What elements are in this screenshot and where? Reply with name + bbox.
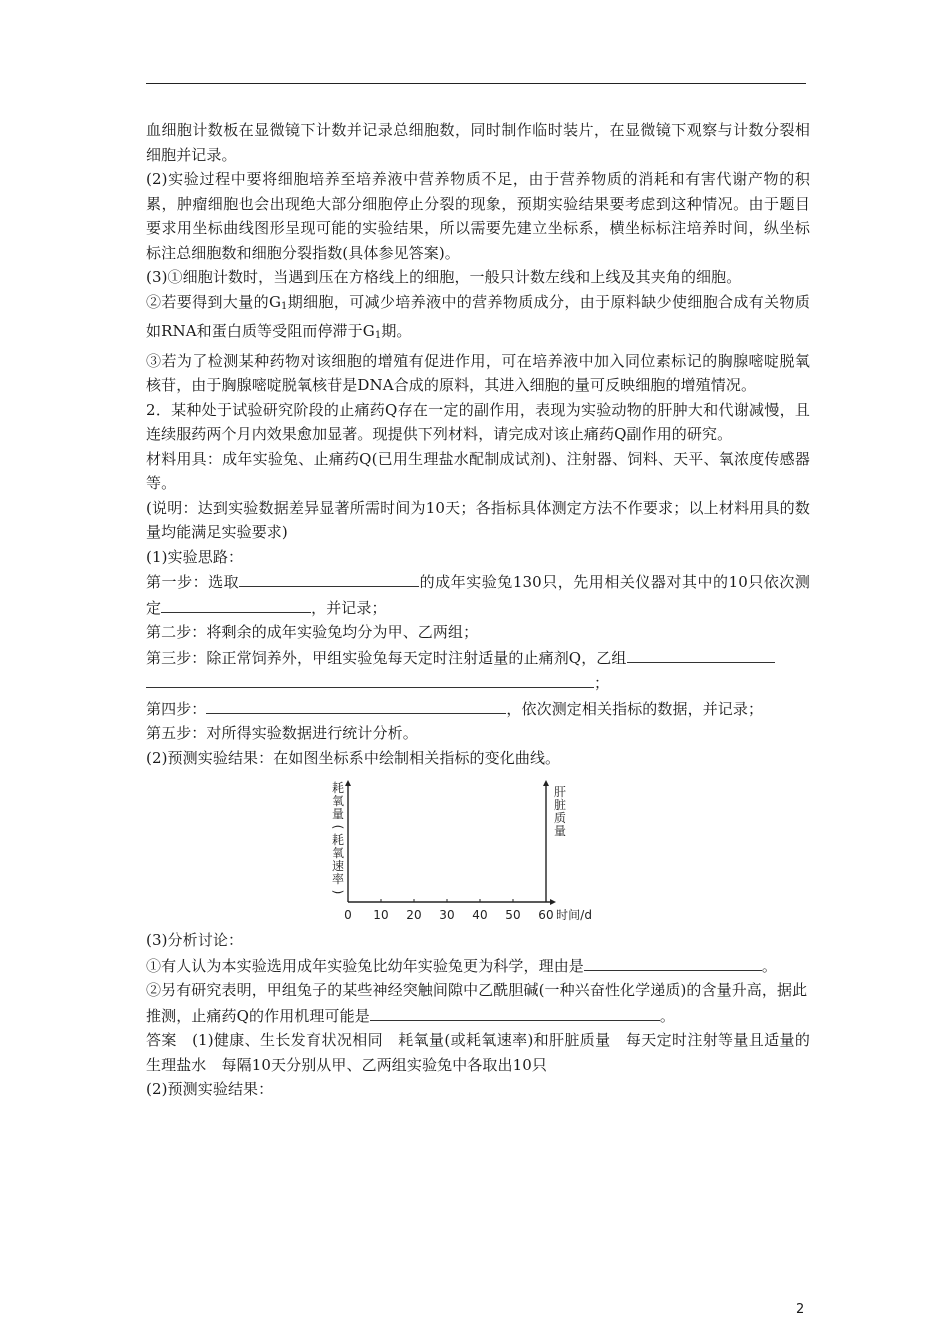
x-tick-label: 0: [344, 908, 352, 922]
y-axis-right-label-char: 肝: [553, 785, 567, 799]
step-3: [146, 645, 810, 696]
y-axis-left-label-char: 氧: [331, 794, 345, 808]
answer-blank[interactable]: [627, 645, 775, 663]
document-body: [146, 118, 810, 1102]
answer: 答案 (1)健康、生长发育状况相同 耗氧量(或耗氧速率)和肝脏质量 每天定时注射等量且适量的生理盐水 每隔10天分别从甲、乙两组实验兔中各取出10只: [146, 1031, 810, 1074]
text: 第一步：选取: [146, 573, 240, 591]
x-tick-label: 20: [406, 908, 422, 922]
x-axis-label: 时间/d: [556, 908, 593, 922]
y-axis-left-label-char: 量: [331, 807, 345, 821]
paragraph: (2)实验过程中要将细胞培养至培养液中营养物质不足，由于营养物质的消耗和有害代谢产物的积累，肿瘤细胞也会出现绝大部分细胞停止分裂的现象，预期实验结果要考虑到这种情况。由于题目要求用坐标曲线图形呈现可能的实验结果，所以需要先建立坐标系，横坐标标注培养时间，纵坐标标注总细胞数和细胞分裂指数(具体参见答案)。: [146, 170, 810, 262]
text: 期。: [381, 322, 412, 340]
y-axis-right-arrow: [543, 780, 549, 786]
header-rule: [146, 83, 806, 84]
page-number: 2: [796, 1302, 805, 1317]
subscript: 1: [281, 300, 288, 312]
y-axis-left-label-char: 耗: [331, 833, 345, 847]
y-axis-left-arrow: [345, 780, 351, 786]
text: ②另有研究表明，甲组兔子的某些神经突触间隙中乙酰胆碱(一种兴奋性化学递质)的含量升高，据此推测，止痛药Q的作用机理可能是: [146, 981, 808, 1025]
subscript: 1: [374, 330, 382, 341]
x-tick-label: 40: [472, 908, 488, 922]
paragraph: (3)①细胞计数时，当遇到压在方格线上的细胞，一般只计数左线和上线及其夹角的细胞。: [146, 268, 742, 286]
answer-blank[interactable]: [239, 569, 419, 587]
note: (说明：达到实验数据差异显著所需时间为10天；各指标具体测定方法不作要求；以上材料用具的数量均能满足实验要求): [146, 498, 810, 541]
chart-svg: [330, 774, 620, 924]
text: 第四步：: [146, 699, 207, 718]
x-tick-label: 50: [505, 908, 521, 922]
answer-blank[interactable]: [161, 595, 311, 613]
text: ①有人认为本实验选用成年实验兔比幼年实验兔更为科学，理由是: [146, 956, 584, 975]
answer-blank[interactable]: [584, 953, 762, 971]
text: ②若要得到大量的G: [146, 292, 282, 311]
text: ；: [594, 674, 610, 692]
subheading: (3)分析讨论：: [146, 931, 244, 949]
discussion-1: [146, 953, 810, 979]
subheading: (1)实验思路：: [146, 547, 244, 566]
text: 期细胞，可减少培养液中的营养物质成分，由于原料缺少使细胞合成有关物质如RNA和蛋白质等受阻而停滞于G: [146, 292, 810, 340]
step-2: 第二步：将剩余的成年实验兔均分为甲、乙两组；: [146, 623, 479, 641]
y-axis-left-label-char: (: [331, 824, 345, 830]
y-axis-right-label-char: 质: [553, 811, 567, 825]
step-4: [146, 696, 810, 722]
x-tick-label: 30: [439, 908, 455, 922]
text: 。: [761, 956, 778, 975]
text: ，并记录；: [311, 598, 387, 617]
answer-blank[interactable]: [146, 670, 594, 688]
text: 。: [659, 1006, 675, 1025]
question-2-stem: 2．某种处于试验研究阶段的止痛药Q存在一定的副作用，表现为实验动物的肝肿大和代谢减慢，且连续服药两个月内效果愈加显著。现提供下列材料，请完成对该止痛药Q副作用的研究。: [146, 400, 810, 443]
x-tick-label: 10: [373, 908, 389, 922]
paragraph: ③若为了检测某种药物对该细胞的增殖有促进作用，可在培养液中加入同位素标记的胸腺嘧啶脱氧核苷，由于胸腺嘧啶脱氧核苷是DNA合成的原料，其进入细胞的量可反映细胞的增殖情况。: [146, 351, 810, 394]
materials: 材料用具：成年实验兔、止痛药Q(已用生理盐水配制成试剂)、注射器、饲料、天平、氧浓度传感器等。: [146, 449, 810, 492]
step-5: 第五步：对所得实验数据进行统计分析。: [146, 724, 418, 742]
y-axis-left-label-char: ): [331, 889, 345, 895]
answer-blank[interactable]: [370, 1003, 660, 1021]
step-1: [146, 569, 810, 620]
x-tick-label: 60: [538, 908, 554, 922]
answer-part-2: (2)预测实验结果：: [146, 1080, 274, 1098]
text: 的成年实验兔130只，先用相关仪器对其中的10只依次测定: [146, 573, 810, 617]
y-axis-right-label-char: 脏: [553, 798, 567, 812]
y-axis-right-label-char: 量: [553, 824, 567, 838]
y-axis-left-label-char: 率: [331, 872, 345, 886]
subheading: (2)预测实验结果：在如图坐标系中绘制相关指标的变化曲线。: [146, 748, 561, 767]
text: 第三步：除正常饲养外，甲组实验兔每天定时注射适量的止痛剂Q，乙组: [146, 648, 627, 667]
y-axis-left-label-char: 速: [331, 859, 345, 873]
x-axis-arrow: [550, 899, 556, 905]
paragraph: [146, 290, 810, 349]
text: ，依次测定相关指标的数据，并记录；: [506, 699, 764, 718]
y-axis-left-label-char: 耗: [331, 781, 345, 795]
discussion-2: [146, 978, 810, 1028]
answer-blank[interactable]: [206, 696, 506, 714]
paragraph: 血细胞计数板在显微镜下计数并记录总细胞数，同时制作临时装片，在显微镜下观察与计数分裂相细胞并记录。: [146, 121, 810, 164]
coordinate-chart: [146, 774, 810, 924]
y-axis-left-label-char: 氧: [331, 846, 345, 860]
